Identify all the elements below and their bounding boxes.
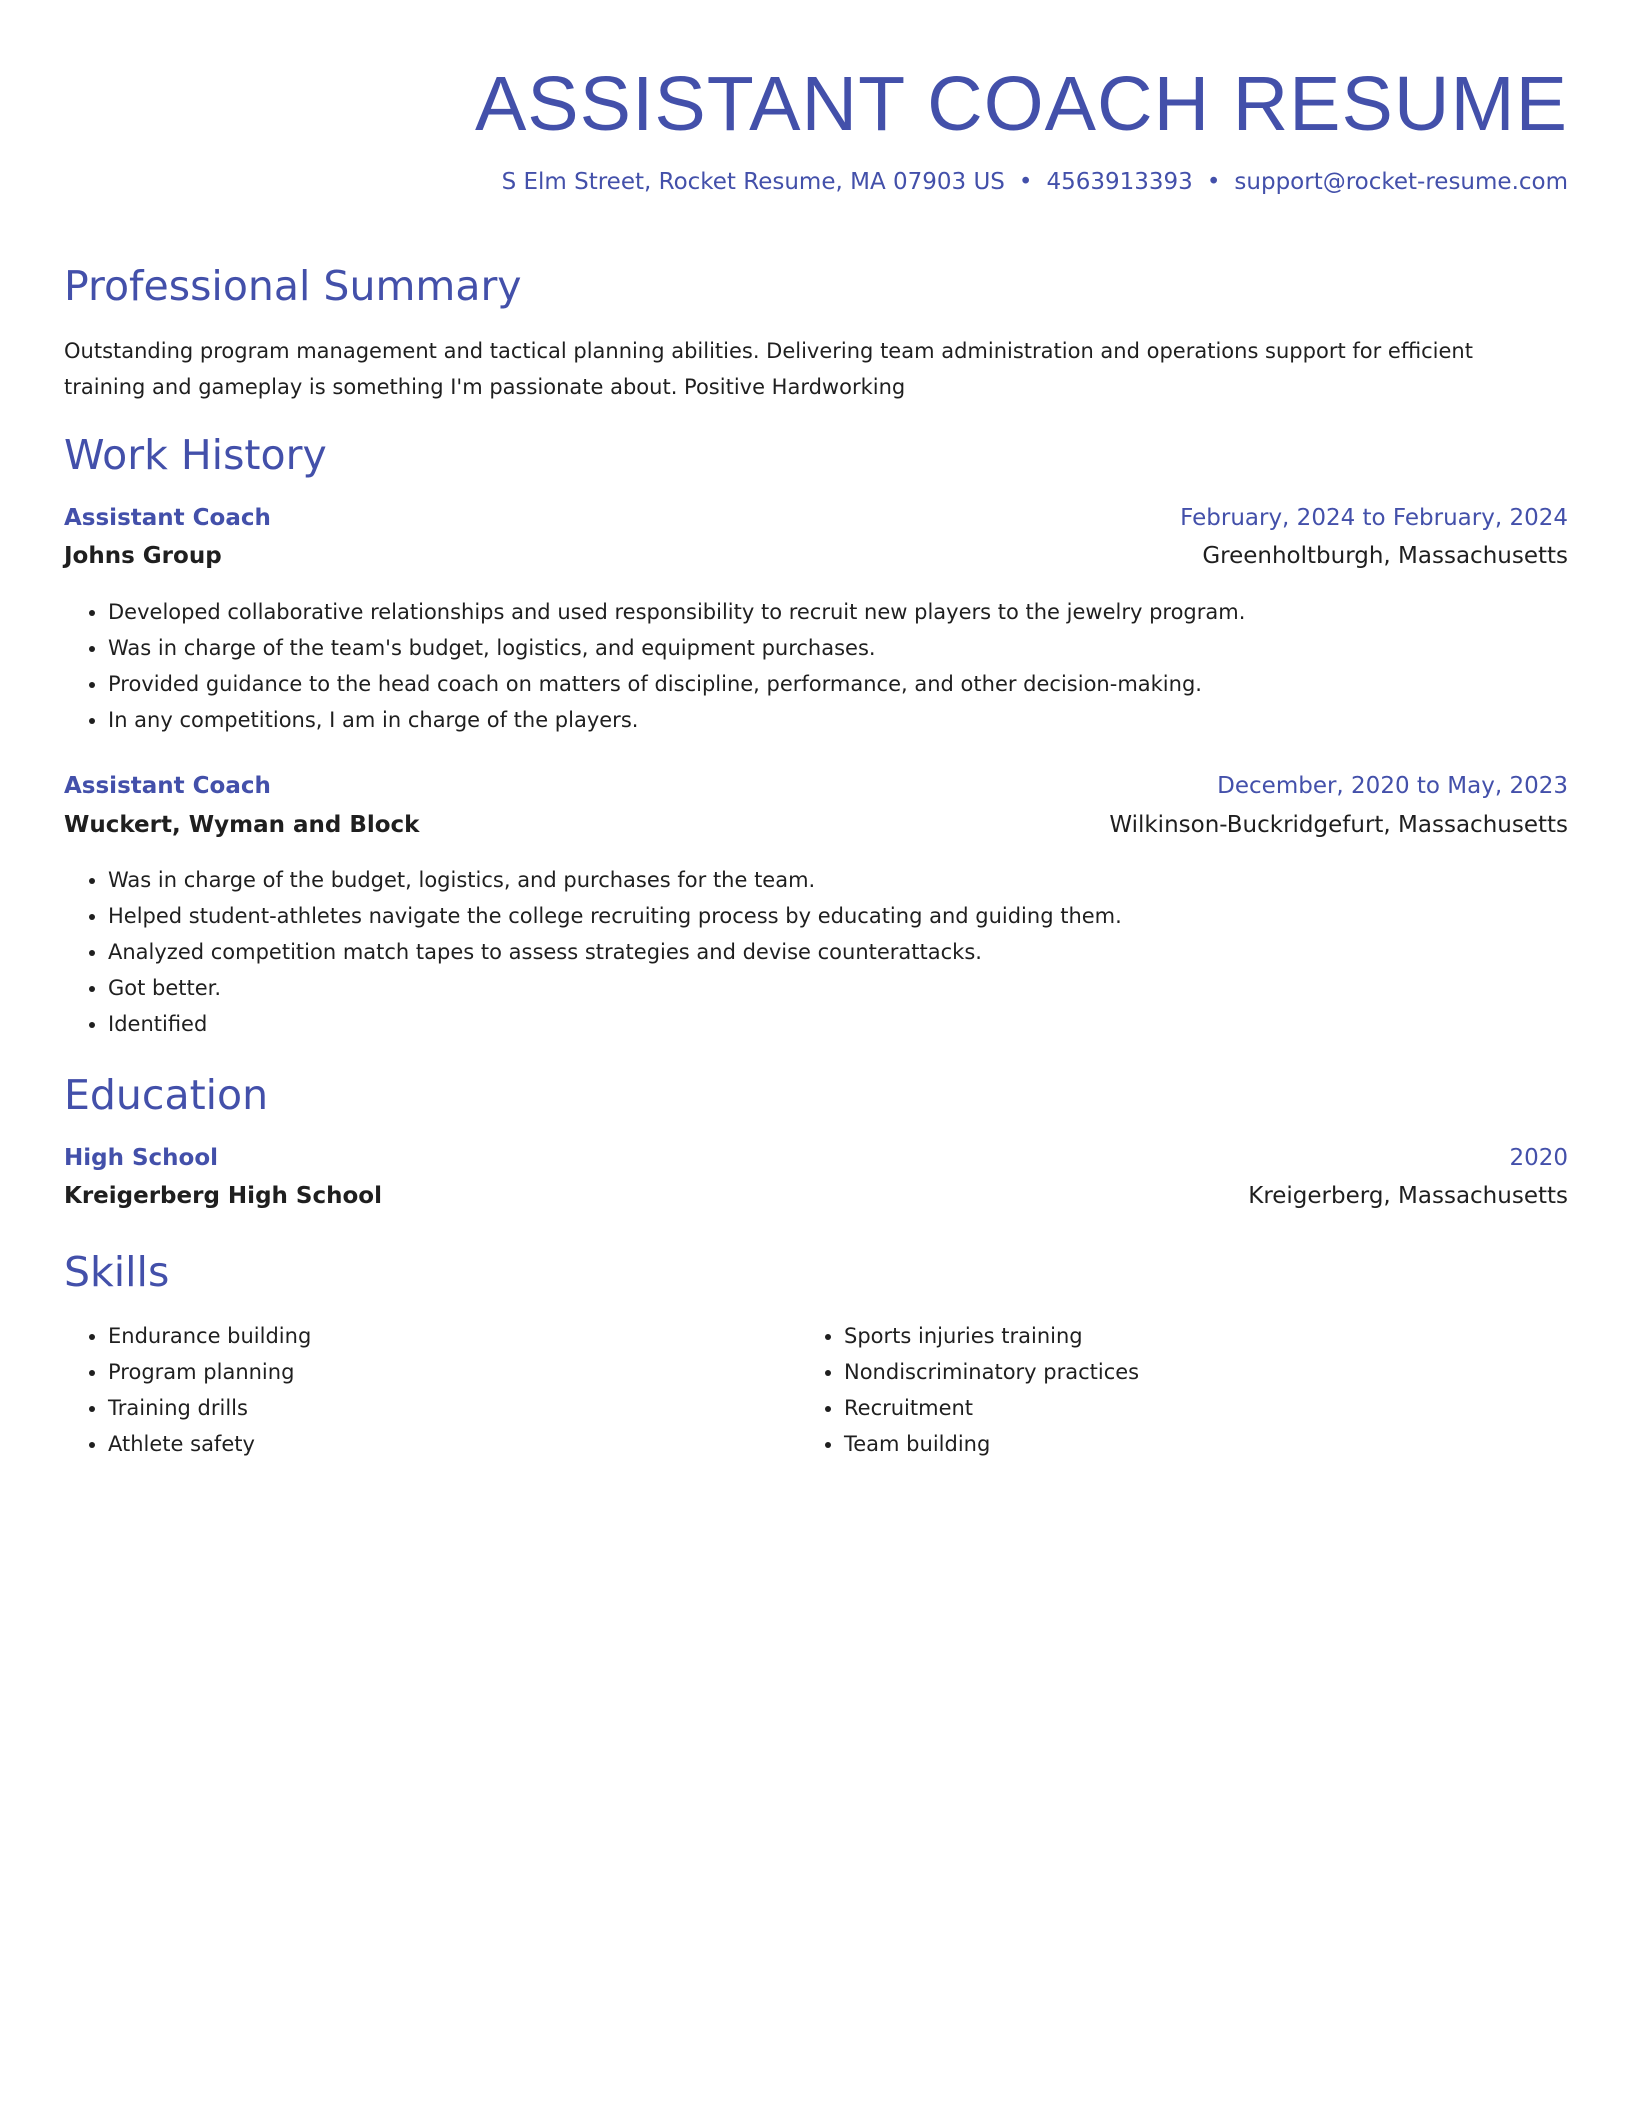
list-item: • Provided guidance to the head coach on matters of discipline, performance, and other decision-making. [108,666,1568,702]
contact-line [502,167,1568,197]
skills-list-right [800,1318,1444,1462]
list-item: • Got better. [108,970,1568,1006]
work-history-heading: Work History [64,431,327,479]
education-heading: Education [64,1071,269,1119]
list-item: • Athlete safety [108,1426,708,1462]
job-company: Johns Group [64,543,222,569]
education-header [64,1145,1568,1171]
contact-separator: • [1206,169,1221,195]
list-item: • Nondiscriminatory practices [844,1354,1444,1390]
contact-phone: 4563913393 [1046,169,1193,195]
education-org-row [64,1183,1568,1209]
list-item: • Sports injuries training [844,1318,1444,1354]
job-location: Wilkinson-Buckridgefurt, Massachusetts [1109,812,1568,838]
list-item: • Was in charge of the budget, logistics, and purchases for the team. [108,862,1568,898]
list-item: • Helped student-athletes navigate the college recruiting process by educating and guiding them. [108,898,1568,934]
resume-title: ASSISTANT COACH RESUME [474,61,1568,147]
list-item: • Team building [844,1426,1444,1462]
contact-separator: • [1018,169,1033,195]
list-item: • Developed collaborative relationships and used responsibility to recruit new players to the jewelry program. [108,594,1568,630]
skills-list-left [64,1318,708,1462]
contact-address: S Elm Street, Rocket Resume, MA 07903 US [501,169,1005,195]
list-item: • In any competitions, I am in charge of the players. [108,702,1568,738]
job-location: Greenholtburgh, Massachusetts [1202,543,1568,569]
job-bullets [64,862,1568,1042]
list-item: • Analyzed competition match tapes to assess strategies and devise counterattacks. [108,934,1568,970]
list-item: • Identified [108,1006,1568,1042]
job-dates: February, 2024 to February, 2024 [1180,505,1568,531]
education-location: Kreigerberg, Massachusetts [1248,1183,1568,1209]
education-degree: High School [64,1145,219,1171]
job-bullets [64,594,1568,738]
summary-text: Outstanding program management and tactical planning abilities. Delivering team administration and operations support for efficient training and gameplay is something I'm passionate about. Positive Hardworking [64,339,1473,399]
list-item: • Recruitment [844,1390,1444,1426]
contact-email: support@rocket-resume.com [1234,169,1568,195]
list-item: • Endurance building [108,1318,708,1354]
list-item: • Was in charge of the team's budget, logistics, and equipment purchases. [108,630,1568,666]
education-year: 2020 [1509,1145,1568,1171]
job-header [64,773,1568,799]
job-dates: December, 2020 to May, 2023 [1217,773,1568,799]
job-header [64,505,1568,531]
list-item: • Training drills [108,1390,708,1426]
education-school: Kreigerberg High School [64,1183,382,1209]
summary-heading: Professional Summary [64,262,522,310]
skills-heading: Skills [64,1248,170,1296]
job-role: Assistant Coach [64,505,271,531]
job-org-row [64,812,1568,838]
list-item: • Program planning [108,1354,708,1390]
job-role: Assistant Coach [64,773,271,799]
job-company: Wuckert, Wyman and Block [64,812,420,838]
job-org-row [64,543,1568,569]
